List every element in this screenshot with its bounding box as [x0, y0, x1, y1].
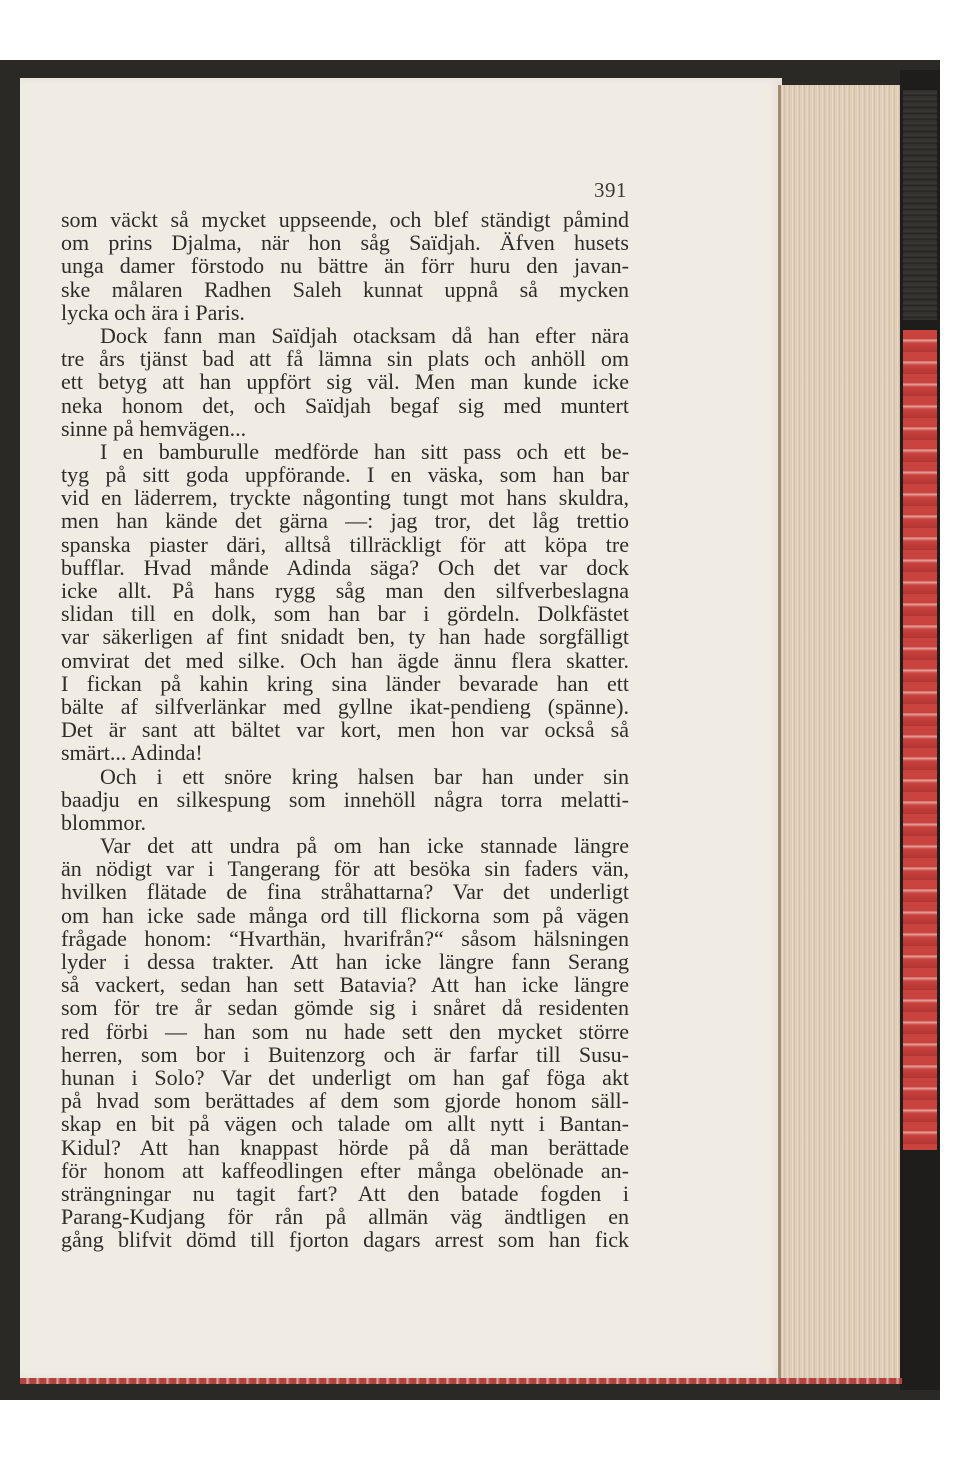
text-line: tyg på sitt goda uppförande. I en väska, som han bar	[61, 462, 629, 488]
text-line: Och i ett snöre kring halsen bar han under sin	[100, 763, 629, 789]
text-line: smärt... Adinda!	[61, 740, 203, 766]
text-line: Kidul? Att han knappast hörde på då man berättade	[61, 1134, 629, 1160]
text-line: lyder i dessa trakter. Att han icke längre fann Serang	[61, 949, 629, 974]
text-line: Var det att undra på om han icke stannade längre	[100, 833, 629, 859]
text-line: skap en bit på vägen och talade om allt nytt i Bantan-	[61, 1111, 629, 1137]
text-line: vid en läderrem, tryckte någonting tungt mot hans skuldra,	[61, 485, 629, 511]
text-line: var säkerligen af fint snidadt ben, ty han hade sorgfälligt	[61, 624, 629, 650]
page-edges	[778, 85, 905, 1380]
text-line: tre års tjänst bad att få lämna sin plats och anhöll om	[61, 346, 629, 372]
text-line: ske målaren Radhen Saleh kunnat uppnå så mycken	[61, 276, 629, 302]
text-line: än nödigt var i Tangerang för att besöka sin faders vän,	[61, 856, 629, 882]
page-number: 391	[594, 178, 627, 202]
text-line: om han icke sade många ord till flickorna som på vägen	[61, 902, 629, 928]
text-line: bälte af silfverlänkar med gyllne ikat-pendieng (spänne).	[61, 693, 629, 719]
text-line: Det är sant att bältet var kort, men hon var också så	[61, 717, 629, 743]
text-line: lycka och ära i Paris.	[61, 299, 245, 325]
text-line: frågade honom: “Hvarthän, hvarifrån?“ såsom hälsningen	[61, 925, 629, 951]
text-line: hunan i Solo? Var det underligt om han gaf föga akt	[61, 1064, 629, 1090]
text-line: neka honom det, och Saïdjah begaf sig med muntert	[61, 392, 629, 418]
text-line: gång blifvit dömd till fjorton dagars arrest som han fick	[61, 1227, 629, 1253]
text-line: men han kände det gärna —: jag tror, det låg trettio	[61, 508, 629, 534]
text-line: för honom att kaffeodlingen efter många obelönade an-	[61, 1157, 629, 1183]
red-page-edge-marking	[903, 330, 937, 1150]
text-line: red förbi — han som nu hade sett den mycket större	[61, 1018, 629, 1044]
text-line: spanska piaster däri, alltså tillräckligt för att köpa tre	[61, 531, 629, 557]
text-line: ett betyg att han uppfört sig väl. Men man kunde icke	[61, 369, 629, 395]
text-line: omvirat det med silke. Och han ägde ännu flera skatter.	[61, 647, 629, 673]
text-line: I en bamburulle medförde han sitt pass och ett be-	[100, 438, 629, 464]
text-line: på hvad som berättades af dem som gjorde honom säll-	[61, 1088, 629, 1114]
text-line: slidan till en dolk, som han bar i gördeln. Dolkfästet	[61, 601, 629, 627]
text-line: Dock fann man Saïdjah otacksam då han efter nära	[100, 322, 629, 348]
text-line: som väckt så mycket uppseende, och blef ständigt påmind	[61, 207, 629, 232]
text-line: Parang-Kudjang för rån på allmän väg ändtligen en	[61, 1204, 629, 1230]
cover-texture	[903, 90, 937, 320]
text-line: hvilken flätade de fina stråhattarna? Var det underligt	[61, 879, 629, 905]
text-line: icke allt. På hans rygg såg man den silfverbeslagna	[61, 578, 629, 603]
text-line: sinne på hemvägen...	[61, 415, 247, 441]
text-line: herren, som bor i Buitenzorg och är farfar till Susu-	[61, 1041, 629, 1067]
text-line: unga damer förstodo nu bättre än förr huru den javan-	[61, 253, 629, 279]
text-line: som för tre år sedan gömde sig i snåret då residenten	[61, 995, 629, 1021]
text-line: blommor.	[61, 809, 146, 835]
body-text	[61, 208, 629, 1251]
text-line: I fickan på kahin kring sina länder bevarade han ett	[61, 670, 629, 696]
bottom-edge-marking	[20, 1378, 902, 1384]
text-line: strängningar nu tagit fart? Att den batade fogden i	[61, 1180, 629, 1206]
text-line: bufflar. Hvad månde Adinda säga? Och det var dock	[61, 554, 629, 580]
text-line: baadju en silkespung som innehöll några torra melatti-	[61, 786, 629, 812]
text-line: om prins Djalma, när hon såg Saïdjah. Äfven husets	[61, 230, 629, 256]
text-line: så vackert, sedan han sett Batavia? Att han icke längre	[61, 972, 629, 998]
